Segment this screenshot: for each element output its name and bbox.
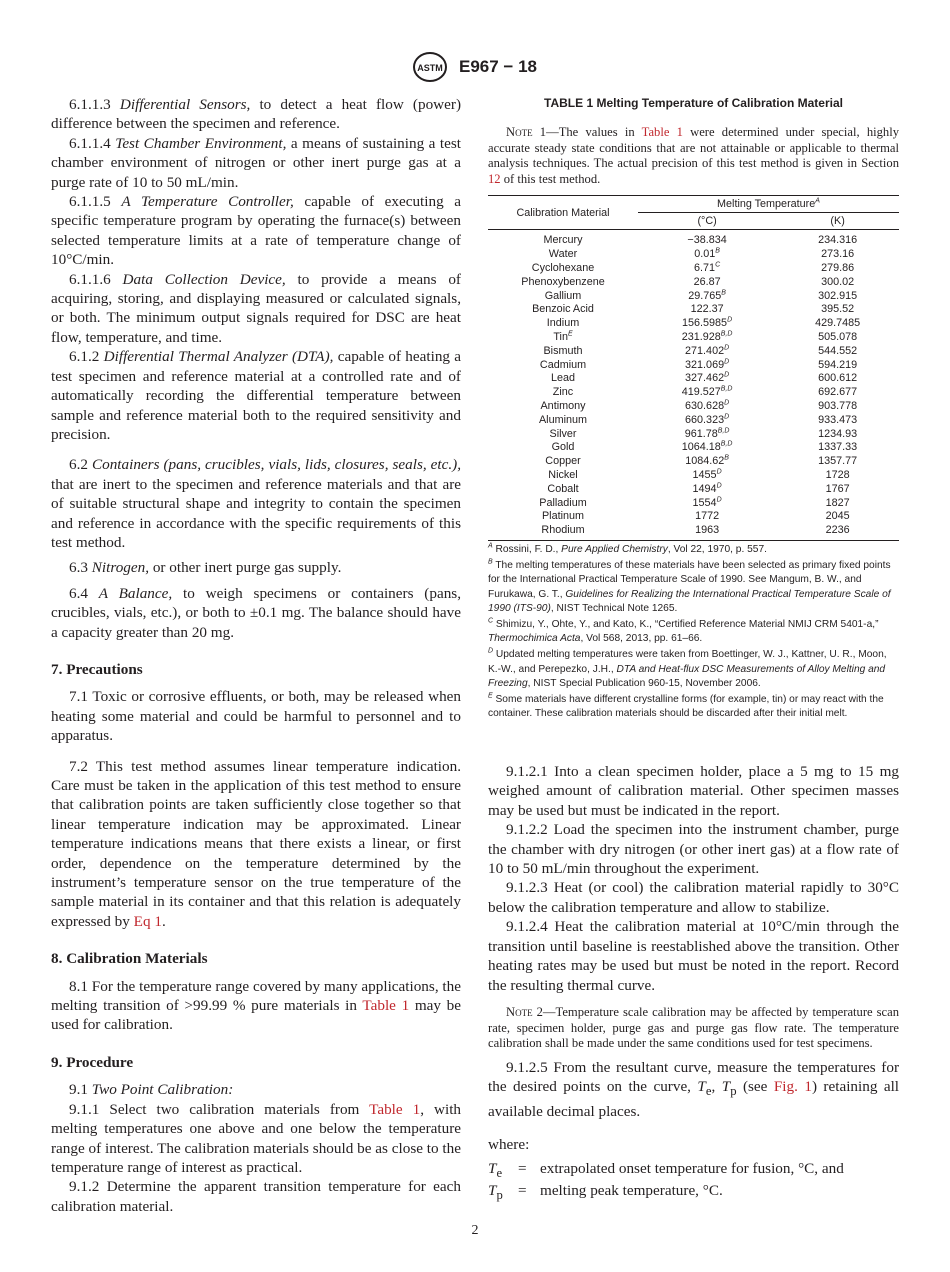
table-1-link[interactable]: Table 1 <box>369 1100 421 1118</box>
cell-kelvin: 600.612 <box>818 372 858 385</box>
section-12-link[interactable]: 12 <box>488 171 501 186</box>
cell-kelvin: 234.316 <box>818 234 858 247</box>
table-row <box>488 469 899 483</box>
col-header-material: Calibration Material <box>488 196 638 230</box>
eq-1-link[interactable]: Eq 1 <box>133 912 162 930</box>
table-row <box>488 331 899 345</box>
cell-celsius: $419.527^{B,D}$ <box>681 385 733 399</box>
cell-celsius: $660.323^D$ <box>685 413 730 426</box>
cell-kelvin: 544.552 <box>818 344 858 357</box>
cell-celsius: $271.402^D$ <box>685 344 730 357</box>
cell-material: Water <box>548 248 578 261</box>
cell-material: Bismuth <box>543 344 583 357</box>
para-9-1-2-1: 9.1.2.1 Into a clean specimen holder, place a 5 mg to 15 mg weighed amount of calibration material. Other specimen masses may be used but must be indicated in the report. <box>488 763 899 819</box>
right-column <box>488 95 899 1204</box>
para-6-1-1-3: 6.1.1.3 Differential Sensors, to detect a heat flow (power) difference between the specimen and reference. <box>51 96 462 133</box>
table-row <box>488 317 899 331</box>
cell-celsius: 1772 <box>695 510 720 523</box>
cell-celsius: $156.5985^D$ <box>682 316 733 330</box>
table-footnote: $^B$ The melting temperatures of these materials have been selected as primary fixed points for the International Practical Temperature Scale of 1990. See Mangum, B. W., and Furukawa, G. T., Guidelines for Realizing the International Practical Temperature Scale of 1990 (ITS-90), NIST Technical Note 1265. <box>488 558 891 615</box>
astm-logo-icon <box>413 52 447 82</box>
cell-celsius: $961.78^{B,D}$ <box>684 426 730 440</box>
cell-celsius: 26.87 <box>693 275 721 288</box>
definition-tp: $T_p$ = melting peak temperature, °C. <box>488 1182 723 1203</box>
cell-celsius: $1084.62^B$ <box>685 454 729 468</box>
cell-kelvin: 1337.33 <box>818 441 858 454</box>
col-header-celsius: (°C) <box>638 213 776 230</box>
table-row <box>488 262 899 276</box>
cell-celsius: $1455^D$ <box>692 468 722 481</box>
table-row <box>488 510 899 524</box>
table-title: TABLE 1 Melting Temperature of Calibration Material <box>544 96 843 110</box>
table-row <box>488 428 899 442</box>
cell-kelvin: 505.078 <box>818 330 858 343</box>
para-6-2: 6.2 Containers (pans, crucibles, vials, lids, closures, seals, etc.), that are inert to the specimen and reference materials and that are of suitable structural shape and integrity to contain the specimen and reference in accordance with the specific requirements of this test method. <box>51 456 462 551</box>
cell-kelvin: 302.915 <box>818 289 858 302</box>
where-label: where: <box>488 1135 530 1153</box>
table-footnote: $^D$ Updated melting temperatures were taken from Boettinger, W. J., Kattner, U. R., Moon, K.-W., and Perepezko, J.H., DTA and Heat-flux DSC Measurements of Alloy Melting and Freezing, NIST Special Publication 960-15, November 2006. <box>488 647 887 690</box>
table-row <box>488 345 899 359</box>
cell-celsius: −38.834 <box>687 234 727 247</box>
table-row <box>488 230 899 248</box>
cell-celsius: $321.069^D$ <box>685 357 730 371</box>
cell-material: Tin$^E$ <box>553 330 573 343</box>
cell-kelvin: 1767 <box>825 482 850 495</box>
table-row <box>488 372 899 386</box>
cell-material: Cadmium <box>539 358 587 371</box>
cell-kelvin: 903.778 <box>818 399 858 412</box>
table-row <box>488 455 899 469</box>
cell-material: Mercury <box>543 234 583 247</box>
para-9-1-2-5: 9.1.2.5 From the resultant curve, measure the temperatures for the desired points on the curve, $T_e$, $T_p$ (see Fig. 1) retaining all available decimal places. <box>488 1058 900 1120</box>
cell-celsius: $6.71^C$ <box>694 261 721 274</box>
cell-kelvin: 2236 <box>776 524 899 540</box>
para-9-1-2-4: 9.1.2.4 Heat the calibration material at 10°C/min through the transition until baseline is reestablished above the transition. Other heating rates may be used but must be noted in the report. Record the resulting thermal curve. <box>488 918 899 994</box>
document-id: E967 − 18 <box>459 57 537 76</box>
cell-kelvin: 2045 <box>825 510 850 523</box>
para-6-3: 6.3 Nitrogen, or other inert purge gas supply. <box>69 559 342 577</box>
cell-kelvin: 279.86 <box>821 261 855 274</box>
table-footnote: $^A$ Rossini, F. D., Pure Applied Chemistry, Vol 22, 1970, p. 557. <box>488 542 767 555</box>
cell-kelvin: 1357.77 <box>818 455 858 468</box>
table-row <box>488 276 899 290</box>
calibration-table <box>488 195 899 541</box>
table-row <box>488 414 899 428</box>
cell-kelvin: 933.473 <box>818 413 858 426</box>
table-row <box>488 400 899 414</box>
cell-material: Gold <box>551 441 575 454</box>
table-row <box>488 303 899 317</box>
cell-kelvin: 594.219 <box>818 358 858 371</box>
cell-material: Rhodium <box>488 524 638 540</box>
table-row <box>488 290 899 304</box>
page-number: 2 <box>471 1223 479 1238</box>
cell-celsius: $0.01^B$ <box>694 247 720 261</box>
section-heading-procedure: 9. Procedure <box>51 1053 134 1071</box>
table-row <box>488 386 899 400</box>
logo-text: ASTM <box>417 63 443 73</box>
cell-material: Benzoic Acid <box>532 303 594 316</box>
cell-kelvin: 273.16 <box>821 248 855 261</box>
cell-material: Palladium <box>539 496 587 509</box>
cell-celsius: 1963 <box>638 524 776 540</box>
cell-kelvin: 395.52 <box>821 303 855 316</box>
para-9-1-2-2: 9.1.2.2 Load the specimen into the instrument chamber, purge the chamber with dry nitrogen (or other inert gas) at a flow rate of 10 to 50 mL/min throughout the experiment. <box>488 821 899 878</box>
section-heading-calibration-materials: 8. Calibration Materials <box>51 950 208 968</box>
table-note-1: Note 1—The values in Table 1 were determined under special, highly accurate steady state conditions that are not attainable or applicable to thermal analysis techniques. The actual precision of this test method is given in Section 12 of this test method. <box>488 125 900 186</box>
col-header-melting-temperature: Melting Temperature$^A$ <box>638 196 899 213</box>
cell-celsius: $1494^D$ <box>692 482 722 495</box>
para-9-1-1: 9.1.1 Select two calibration materials from Table 1, with melting temperatures one above and one below the temperature range of interest. The calibration materials should be as close to the temperature range of interest as practical. <box>51 1100 462 1176</box>
cell-celsius: $1554^D$ <box>692 495 722 509</box>
para-9-1: 9.1 Two Point Calibration: <box>69 1081 234 1099</box>
para-6-4: 6.4 A Balance, to weigh specimens or containers (pans, crucibles, vials, etc.), or both to ±0.1 mg. The balance should have a capacity greater than 20 mg. <box>51 584 461 641</box>
cell-celsius: $1064.18^{B,D}$ <box>681 440 733 454</box>
para-8-1: 8.1 For the temperature range covered by many applications, the melting transition of >99.99 % pure materials in Table 1 may be used for calibration. <box>51 977 461 1034</box>
cell-material: Aluminum <box>538 413 587 426</box>
cell-celsius: $231.928^{B,D}$ <box>681 330 733 343</box>
fig-1-link[interactable]: Fig. 1 <box>773 1078 812 1096</box>
cell-kelvin: 692.677 <box>818 386 858 399</box>
para-6-1-1-6: 6.1.1.6 Data Collection Device, to provide a means of acquiring, storing, and displaying measured or calculated signals, or both. The minimum output signals required for DSC are heat flow, temperature, and time. <box>51 270 461 346</box>
cell-material: Antimony <box>540 399 586 412</box>
cell-celsius: 122.37 <box>690 303 724 316</box>
table-row <box>488 483 899 497</box>
cell-celsius: $327.462^D$ <box>685 371 730 385</box>
note-2: Note 2—Temperature scale calibration may be affected by temperature scan rate, specimen holder, purge gas and purge gas flow rate. The temperature calibration shall be made under the same conditions used for test specimens. <box>488 1004 899 1051</box>
cell-kelvin: 300.02 <box>821 275 855 288</box>
para-7-2: 7.2 This test method assumes linear temperature indication. Care must be taken in the application of this test method to ensure that calibration points are taken sufficiently close together so that linear temperature indication may be approximated. Linear temperature indications means that there exists a linear, or first order, dependence on the temperature determined by the instrument’s temperature sensor on the true temperature of the sample material in its container and that this relation is adequately expressed by Eq 1. <box>51 757 461 930</box>
cell-material: Nickel <box>548 468 578 481</box>
table-footnote: $^C$ Shimizu, Y., Ohte, Y., and Kato, K., “Certified Reference Material NMIJ CRM 5401-a,” Thermochimica Acta, Vol 568, 2013, pp. 61–66. <box>488 617 879 645</box>
col-header-kelvin: (K) <box>776 213 899 230</box>
table-1-link[interactable]: Table 1 <box>362 997 410 1015</box>
para-9-1-2-3: 9.1.2.3 Heat (or cool) the calibration material rapidly to 30°C below the calibration temperature and allow to stabilize. <box>488 879 899 916</box>
para-6-1-2: 6.1.2 Differential Thermal Analyzer (DTA), capable of heating a test specimen and reference material at a controlled rate and of automatically recording the differential temperature between sample and reference material both to the required sensitivity and precision. <box>51 348 462 443</box>
cell-material: Platinum <box>541 510 584 523</box>
left-column <box>51 95 461 1216</box>
table-1-link[interactable]: Table 1 <box>641 125 683 139</box>
para-7-1: 7.1 Toxic or corrosive effluents, or both, may be released when heating some material and could be harmful to personnel and to apparatus. <box>51 688 461 745</box>
section-heading-precautions: 7. Precautions <box>51 660 143 678</box>
cell-celsius: $630.628^D$ <box>685 399 730 412</box>
table-row <box>488 441 899 455</box>
cell-kelvin: 1234.93 <box>818 427 858 440</box>
para-9-1-2: 9.1.2 Determine the apparent transition temperature for each calibration material. <box>51 1178 461 1215</box>
cell-kelvin: 429.7485 <box>815 317 861 330</box>
page-header <box>0 52 950 82</box>
cell-material: Silver <box>549 427 577 440</box>
table-row <box>488 524 899 540</box>
definition-te: $T_e$ = extrapolated onset temperature for fusion, °C, and <box>488 1160 844 1181</box>
cell-material: Zinc <box>552 386 574 399</box>
cell-material: Cyclohexane <box>531 261 595 274</box>
cell-material: Gallium <box>544 289 582 302</box>
para-6-1-1-4: 6.1.1.4 Test Chamber Environment, a means of sustaining a test chamber environment of nitrogen or other inert purge gas at a purge rate of 10 to 50 mL/min. <box>51 134 462 191</box>
table-footnote: $^E$ Some materials have different crystalline forms (for example, tin) or may react with the container. These calibration materials should be discarded after their initial melt. <box>488 692 884 720</box>
table-row <box>488 497 899 511</box>
cell-kelvin: 1728 <box>825 468 850 481</box>
table-footnotes <box>488 543 899 722</box>
table-row <box>488 359 899 373</box>
para-6-1-1-5: 6.1.1.5 A Temperature Controller, capable of executing a specific temperature program by operating the furnace(s) between selected temperature limits at a rate of temperature change of 10°C/min. <box>51 193 462 269</box>
cell-celsius: $29.765^B$ <box>688 288 726 302</box>
cell-material: Indium <box>546 317 580 330</box>
cell-material: Cobalt <box>547 482 579 495</box>
cell-material: Lead <box>550 372 576 385</box>
cell-material: Copper <box>545 455 581 468</box>
cell-kelvin: 1827 <box>825 496 850 509</box>
table-row <box>488 248 899 262</box>
cell-material: Phenoxybenzene <box>521 275 605 288</box>
